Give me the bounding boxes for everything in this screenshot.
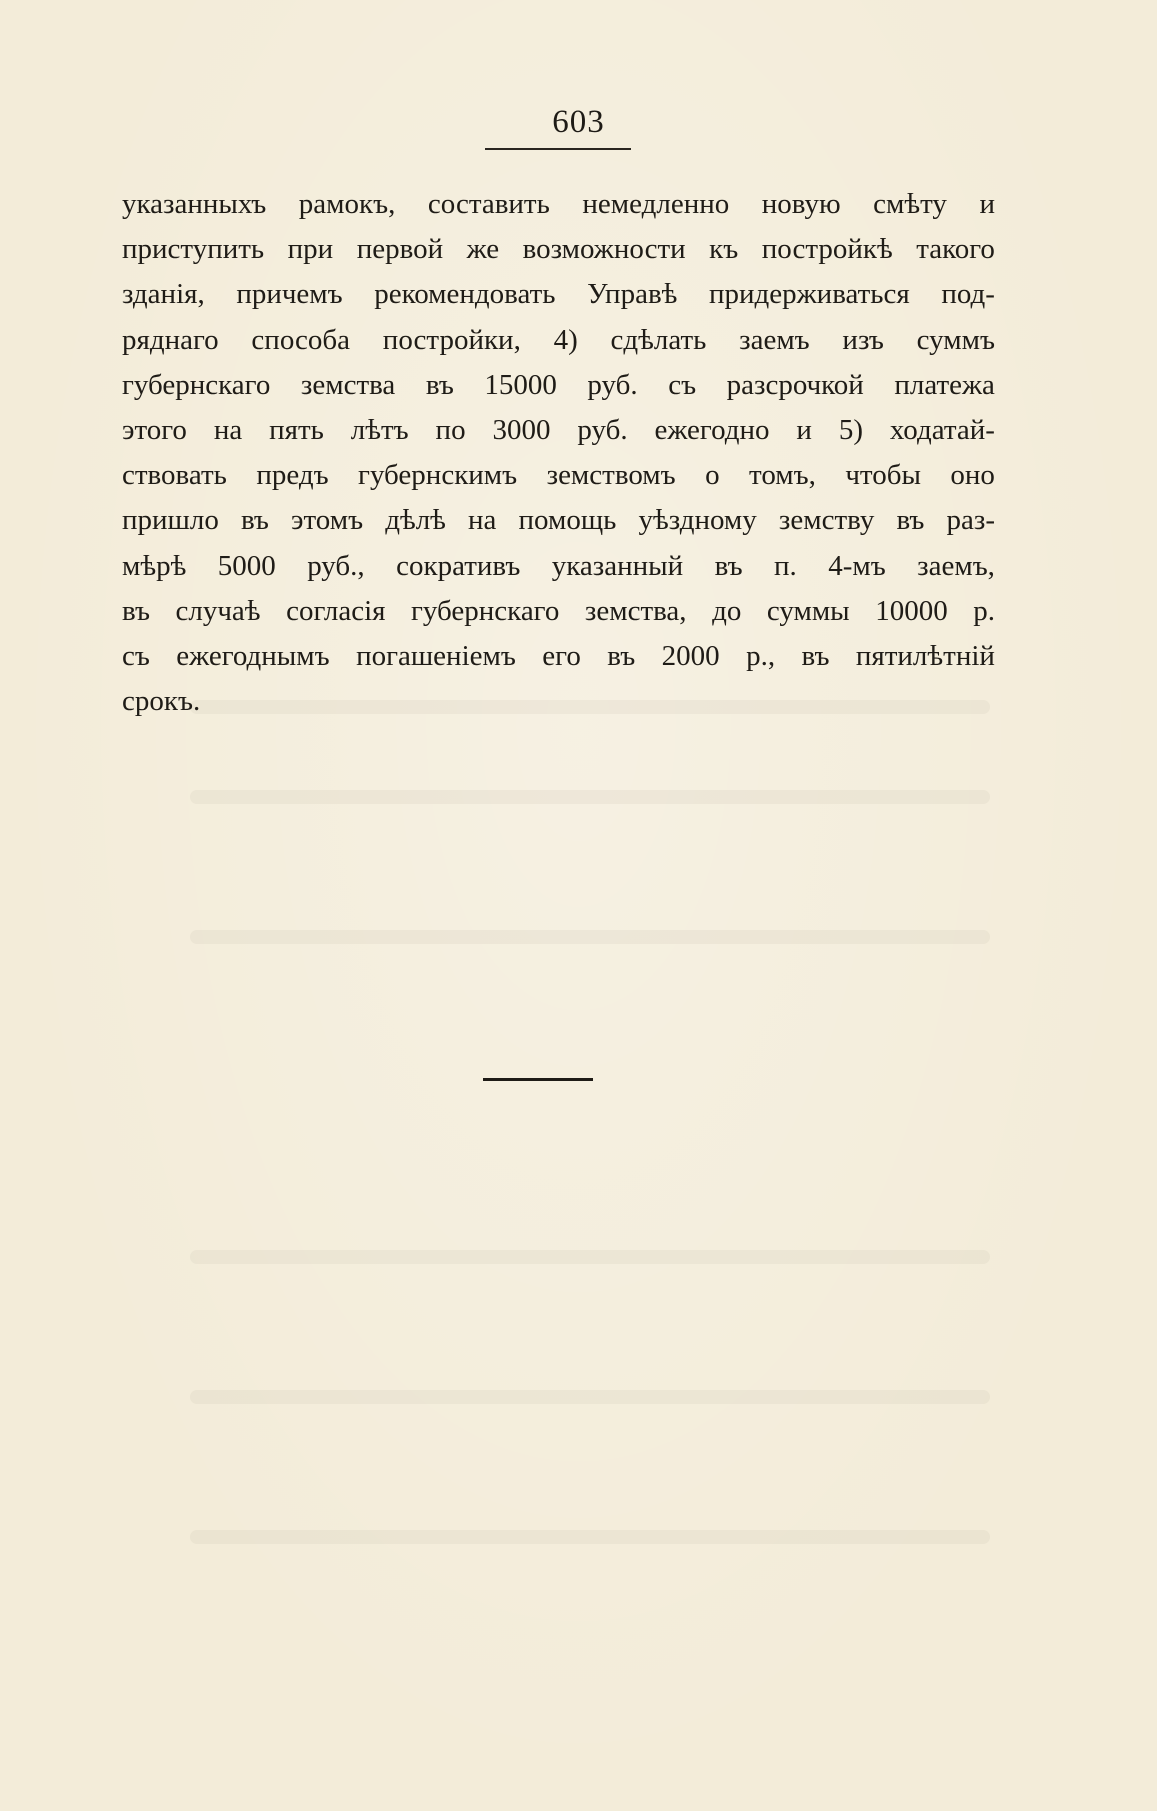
text-line	[122, 498, 995, 543]
word: земства,	[584, 594, 687, 627]
text-line	[122, 634, 995, 679]
word: сдѣлать	[610, 323, 707, 356]
word: изъ	[842, 323, 884, 356]
word: суммъ	[916, 323, 995, 356]
page-number: 603	[552, 104, 605, 140]
word: 3000	[492, 413, 551, 446]
word: въ	[240, 504, 269, 537]
word: 4-мъ	[828, 549, 886, 582]
word: ежегодно	[654, 413, 770, 446]
word: случаѣ	[175, 594, 261, 627]
word: придерживаться	[708, 278, 910, 311]
word: до	[712, 594, 742, 627]
word: под-	[941, 278, 995, 311]
word: въ	[122, 594, 150, 627]
word: съ	[668, 368, 697, 401]
text-line	[122, 272, 995, 317]
word: при	[287, 233, 334, 266]
word: сокративъ	[396, 549, 521, 582]
body-paragraph	[122, 182, 995, 724]
word: руб.,	[307, 549, 365, 582]
word: ствовать	[122, 459, 227, 492]
word: въ	[425, 368, 454, 401]
word: земству	[778, 504, 875, 537]
text-line	[122, 318, 995, 363]
bleed-through-mark	[190, 1390, 990, 1404]
word: 5)	[838, 413, 863, 446]
word: смѣту	[873, 188, 947, 220]
word: его	[542, 639, 581, 672]
bleed-through-mark	[190, 790, 990, 804]
word: мѣрѣ	[122, 549, 187, 582]
word: на	[213, 413, 243, 446]
word: дѣлѣ	[385, 504, 446, 537]
word: съ	[122, 639, 150, 672]
text-line	[122, 227, 995, 272]
word: ежегоднымъ	[176, 639, 330, 672]
word: губернскимъ	[358, 459, 518, 492]
word: земствомъ	[546, 459, 676, 492]
word: въ	[714, 549, 743, 582]
word: р.,	[746, 639, 776, 672]
word: срокъ.	[122, 685, 201, 718]
word: рамокъ,	[298, 188, 396, 220]
word: въ	[607, 639, 636, 672]
word: рекомендовать	[374, 278, 556, 311]
word: чтобы	[845, 459, 921, 492]
word: приступить	[122, 233, 265, 266]
text-line	[122, 408, 995, 453]
word: по	[435, 413, 466, 446]
word: 5000	[217, 549, 276, 582]
word: въ	[801, 639, 830, 672]
word: погашеніемъ	[356, 639, 516, 672]
word: предъ	[256, 459, 329, 492]
word: земства	[300, 368, 396, 401]
word: составить	[427, 188, 550, 220]
word: и	[796, 413, 812, 446]
word: п.	[774, 549, 797, 582]
word: заемъ,	[917, 549, 995, 582]
word: этомъ	[291, 504, 364, 537]
word: 4)	[553, 323, 578, 356]
word: 10000	[875, 594, 948, 627]
text-line	[122, 453, 995, 498]
word: уѣздному	[638, 504, 757, 537]
word: въ	[896, 504, 925, 537]
word: о	[705, 459, 720, 492]
word: раз-	[946, 504, 995, 537]
word: первой	[356, 233, 444, 266]
word: возможности	[522, 233, 686, 266]
word: пятилѣтній	[855, 639, 995, 672]
word: ходатай-	[889, 413, 995, 446]
word: постройки,	[382, 323, 521, 356]
word: указанный	[551, 549, 684, 582]
word: причемъ	[236, 278, 343, 311]
word: разсрочкой	[726, 368, 864, 401]
word: 15000	[484, 368, 557, 401]
word: лѣтъ	[350, 413, 409, 446]
word: зданія,	[122, 278, 205, 311]
text-line	[122, 544, 995, 589]
word: новую	[761, 188, 841, 220]
word: согласія	[286, 594, 386, 627]
bleed-through-mark	[190, 1250, 990, 1264]
word: способа	[251, 323, 351, 356]
word: р.	[973, 594, 995, 627]
word: пять	[269, 413, 324, 446]
word: томъ,	[749, 459, 816, 492]
end-rule	[483, 1078, 593, 1081]
text-line	[122, 182, 995, 227]
word: руб.	[587, 368, 638, 401]
word: и	[979, 188, 995, 220]
bleed-through-mark	[190, 1530, 990, 1544]
word: пришло	[122, 504, 219, 537]
header-rule	[485, 148, 631, 150]
word: Управѣ	[587, 278, 678, 311]
word: помощь	[518, 504, 617, 537]
word: платежа	[894, 368, 995, 401]
word: губернскаго	[411, 594, 560, 627]
text-line	[122, 363, 995, 408]
word: ряднаго	[122, 323, 219, 356]
word: къ	[709, 233, 739, 266]
word: постройкѣ	[761, 233, 893, 266]
word: суммы	[766, 594, 850, 627]
text-line	[122, 679, 995, 724]
word: 2000	[661, 639, 720, 672]
word: такого	[916, 233, 995, 266]
word: губернскаго	[122, 368, 271, 401]
word: руб.	[577, 413, 628, 446]
word: на	[468, 504, 497, 537]
word: этого	[122, 413, 187, 446]
bleed-through-mark	[190, 930, 990, 944]
word: заемъ	[739, 323, 810, 356]
word: немедленно	[582, 188, 730, 220]
word: оно	[950, 459, 995, 492]
text-line	[122, 589, 995, 634]
word: же	[466, 233, 500, 266]
word: указанныхъ	[122, 188, 267, 220]
